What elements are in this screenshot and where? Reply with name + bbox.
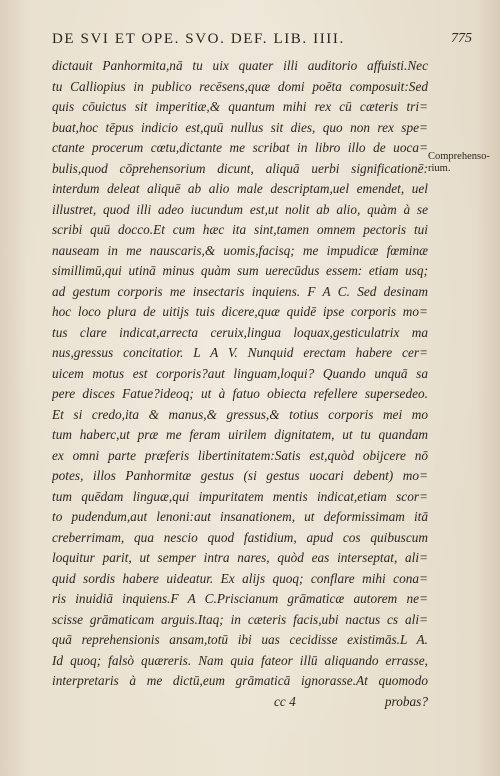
text-line: bulis,quod cōprehensorium dicunt, aliquā uerbi significationē: xyxy=(52,160,428,176)
text-line: to pudendum,aut lenoni:aut insanationem, ut deformissimam itā xyxy=(52,509,428,524)
signature-mark: cc 4 xyxy=(274,694,296,709)
text-line: interpretaris à me dictū,eum grāmaticā ignorasse.At quomodo xyxy=(52,673,428,688)
page-header xyxy=(52,31,472,53)
text-line: hoc loco plura de uitijs tuis dicere,quæ quidē ipse corporis mo= xyxy=(52,304,428,319)
text-line: ctante procerum cœtu,dictante me scribat in libro illo de uoca= xyxy=(52,140,428,155)
text-line: quid sordis habere uideatur. Ex alijs quoq; conflare mihi cona= xyxy=(52,570,428,586)
text-line: dictauit Panhormita,nā tu uix quater illi auditorio affuisti.Nec xyxy=(52,58,428,73)
text-line: quā reprehensionis ansam,totū ibi uas cecidisse existimās.L A. xyxy=(52,632,428,647)
text-line: simillimū,qui utinā minus quàm sum uerecūdus essem: etiam usq; xyxy=(52,263,428,278)
text-line: pere disces Fatue?ideoq; ut à fatuo obiecta refellere supersedeo. xyxy=(52,386,428,401)
page-number: 775 xyxy=(451,31,472,46)
text-line: tu Calliopius in publico recēsens,quæ domi poēta composuit:Sed xyxy=(52,78,428,94)
text-line: nus,gressus concitatior. L A V. Nunquid erectam habere cer= xyxy=(52,345,428,360)
running-head: DE SVI ET OPE. SVO. DEF. LIB. IIII. xyxy=(52,31,345,47)
text-line: nauseam in me nauscaris,& uomis,facisq; me impudicæ fœminæ xyxy=(52,242,428,258)
body-text xyxy=(52,56,428,692)
text-line: Et si credo,ita & manus,& gressus,& totius corporis mei mo xyxy=(52,406,428,422)
text-line: loquitur parit, ut semper intra nares, quòd eas interseptat, ali= xyxy=(52,550,428,565)
text-line: tus clare indicat,arrecta ceruix,lingua loquax,gesticulatrix ma xyxy=(52,324,428,340)
page-footer xyxy=(52,694,428,714)
text-line: ris inuidiā inquiens.F A C.Priscianum grāmaticæ autorem ne= xyxy=(52,591,428,606)
text-line: interdum deleat aliquē ab alio male descriptam,uel emendet, uel xyxy=(52,181,428,196)
text-line: creberrimam, qua nescio quod fastidium, apud cos quibuscum xyxy=(52,529,428,545)
text-line: Id quoq; falsò quæreris. Nam quia fateor illū aliquando errasse, xyxy=(52,652,428,668)
text-line: illustret, quod illi adeo iucundum est,ut nolit ab alio, quàm à se xyxy=(52,201,428,217)
text-line: tum haberc,ut præ me feram uirilem dignitatem, ut tu quandam xyxy=(52,427,428,442)
text-line: scisse grāmaticam arguis.Itaq; in cæteris facis,ubi nactus cs ali= xyxy=(52,611,428,627)
margin-note-line: rium. xyxy=(428,163,451,174)
text-line: uicem motus est corporis?aut linguam,loqui? Quando unquā sa xyxy=(52,365,428,381)
text-line: potes, illos Panhormitæ gestus (si gestus uocari debent) mo= xyxy=(52,468,428,483)
text-line: tum quēdam linguæ,qui impuritatem mentis indicat,etiam scor= xyxy=(52,488,428,504)
text-line: scribi quū docco.Et cum hæc ita sint,tamen omnem pectoris tui xyxy=(52,222,428,237)
margin-note xyxy=(428,151,492,175)
text-line: ex omni parte præferis libertinitatem:Satis est,quòd obijcere nō xyxy=(52,447,428,463)
text-line: quis cōuictus sit imperitiæ,& quantum mihi rex cū cæteris tri= xyxy=(52,99,428,114)
text-line: ad gestum corporis me insectaris inquiens. F A C. Sed desinam xyxy=(52,283,428,299)
text-line: buat,hoc tēpus indicio est,quū nullus sit dies, quo non rex spe= xyxy=(52,119,428,135)
catchword: probas? xyxy=(384,694,428,709)
margin-note-line: Comprehenso- xyxy=(428,151,490,162)
